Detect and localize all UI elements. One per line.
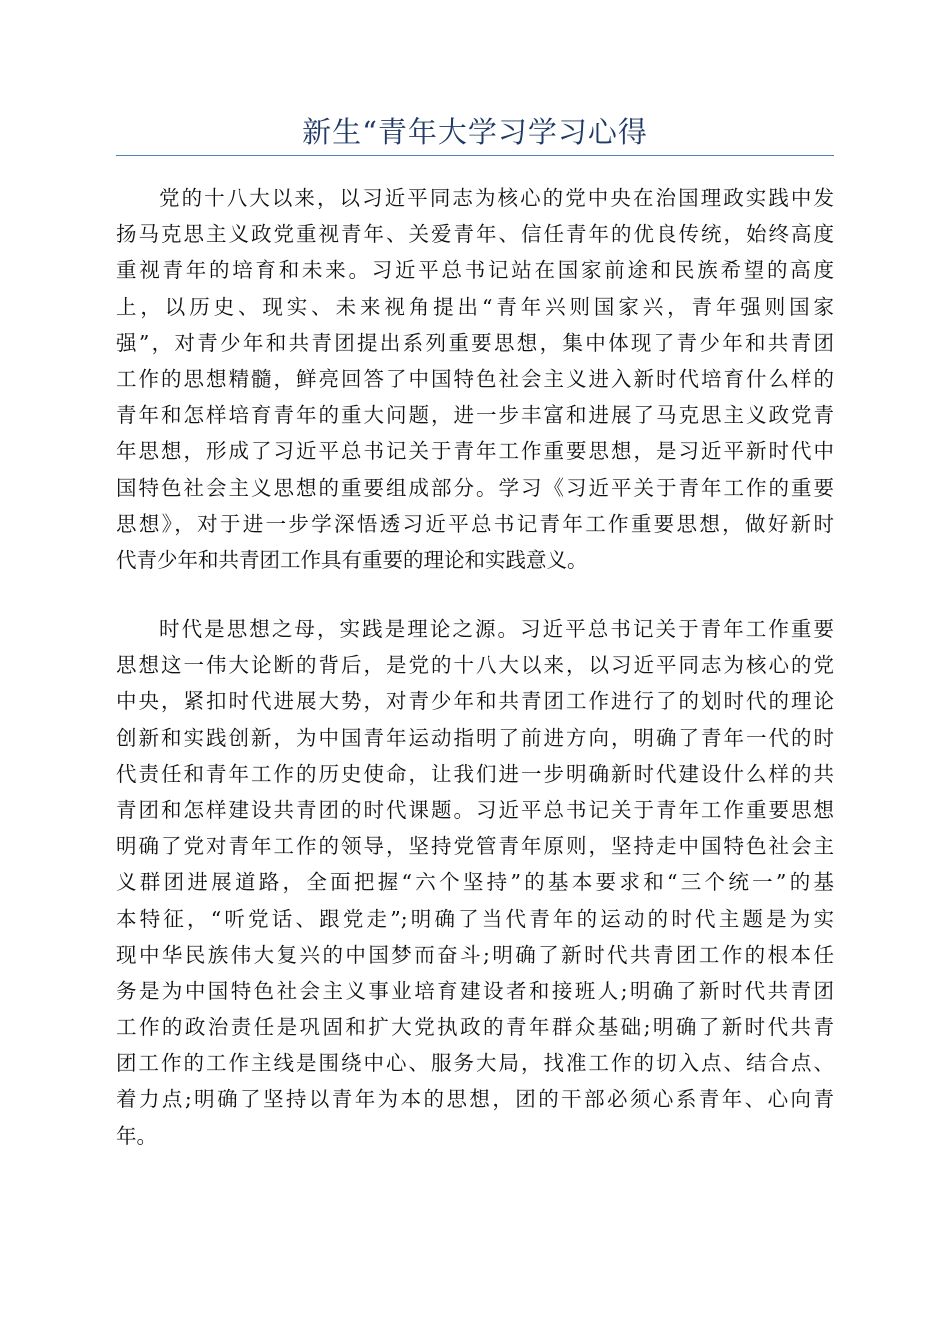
paragraph-line: 务是为中国特色社会主义事业培育建设者和接班人;明确了新时代共青团 <box>116 978 834 1003</box>
paragraph-line: 思想这一伟大论断的背后，是党的十八大以来，以习近平同志为核心的党 <box>116 653 834 678</box>
paragraph-line: 强”，对青少年和共青团提出系列重要思想，集中体现了青少年和共青团 <box>116 330 834 355</box>
paragraph-line: 时代是思想之母，实践是理论之源。习近平总书记关于青年工作重要 <box>159 617 834 641</box>
paragraph-line: 国特色社会主义思想的重要组成部分。学习《习近平关于青年工作的重要 <box>116 475 834 500</box>
paragraph-line: 青团和怎样建设共青团的时代课题。习近平总书记关于青年工作重要思想 <box>116 797 834 822</box>
paragraph-line: 工作的思想精髓，鲜亮回答了中国特色社会主义进入新时代培育什么样的 <box>116 366 834 391</box>
paragraph-line: 青年和怎样培育青年的重大问题，进一步丰富和进展了马克思主义政党青 <box>116 403 834 428</box>
paragraph-line: 明确了党对青年工作的领导，坚持党管青年原则，坚持走中国特色社会主 <box>116 834 834 859</box>
paragraph-line: 现中华民族伟大复兴的中国梦而奋斗;明确了新时代共青团工作的根本任 <box>116 942 834 967</box>
paragraph-line: 党的十八大以来，以习近平同志为核心的党中央在治国理政实践中发 <box>159 186 834 210</box>
paragraph-line: 代青少年和共青团工作具有重要的理论和实践意义。 <box>116 547 588 572</box>
paragraph-line: 中央，紧扣时代进展大势，对青少年和共青团工作进行了的划时代的理论 <box>116 689 834 714</box>
title-underline <box>116 155 834 156</box>
paragraph-line: 思想》，对于进一步学深悟透习近平总书记青年工作重要思想，做好新时 <box>116 511 834 536</box>
paragraph-line: 创新和实践创新，为中国青年运动指明了前进方向，明确了青年一代的时 <box>116 725 834 750</box>
paragraph-line: 年。 <box>116 1123 157 1148</box>
paragraph-2 <box>116 611 834 1154</box>
paragraph-line: 本特征，“听党话、跟党走”;明确了当代青年的运动的时代主题是为实 <box>116 906 834 931</box>
paragraph-line: 扬马克思主义政党重视青年、关爱青年、信任青年的优良传统，始终高度 <box>116 222 834 247</box>
paragraph-line: 工作的政治责任是巩固和扩大党执政的青年群众基础;明确了新时代共青 <box>116 1015 834 1040</box>
paragraph-line: 重视青年的培育和未来。习近平总书记站在国家前途和民族希望的高度 <box>116 258 834 283</box>
paragraph-line: 代责任和青年工作的历史使命，让我们进一步明确新时代建设什么样的共 <box>116 761 834 786</box>
paragraph-1 <box>116 180 834 578</box>
paragraph-line: 着力点;明确了坚持以青年为本的思想，团的干部必须心系青年、心向青 <box>116 1087 834 1112</box>
document-title: 新生“青年大学习学习心得 <box>302 115 648 149</box>
paragraph-line: 义群团进展道路，全面把握“六个坚持”的基本要求和“三个统一”的基 <box>116 870 834 895</box>
paragraph-line: 上，以历史、现实、未来视角提出“青年兴则国家兴，青年强则国家 <box>116 294 834 319</box>
paragraph-line: 团工作的工作主线是围绕中心、服务大局，找准工作的切入点、结合点、 <box>116 1051 834 1076</box>
paragraph-line: 年思想，形成了习近平总书记关于青年工作重要思想，是习近平新时代中 <box>116 439 834 464</box>
